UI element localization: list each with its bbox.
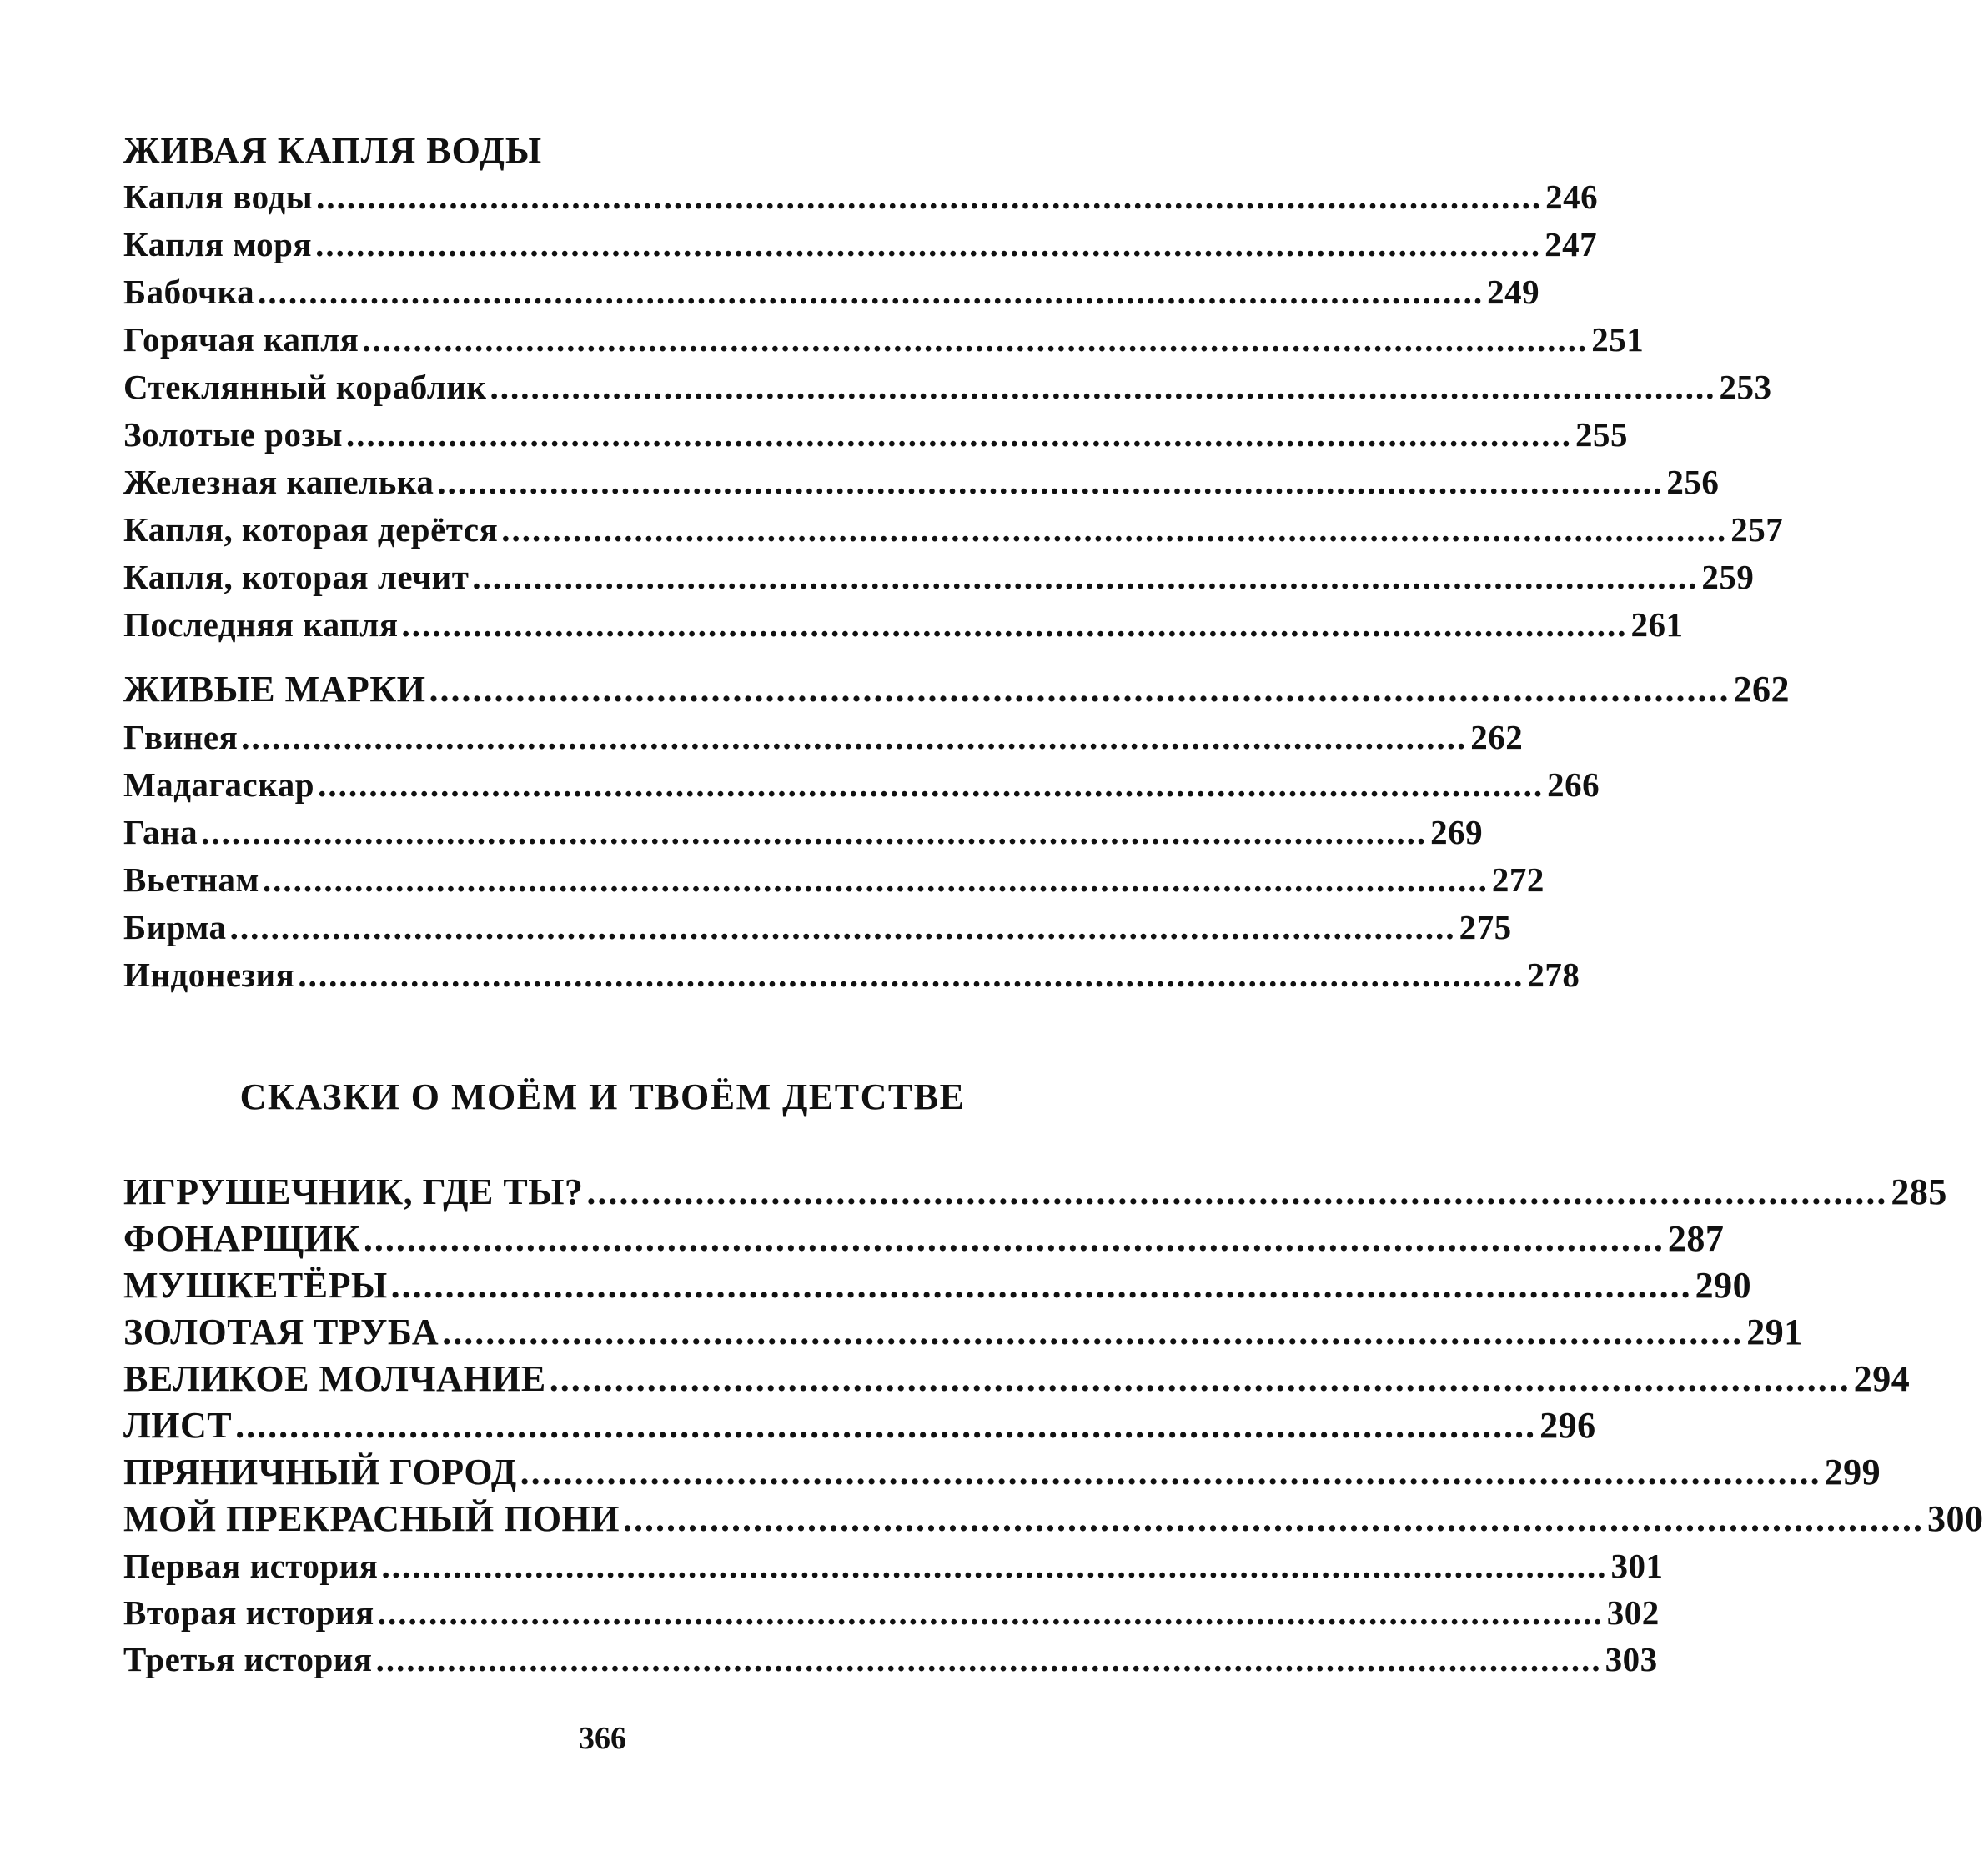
toc-entry <box>123 1216 1725 1262</box>
entry-title: Первая история <box>123 1547 379 1585</box>
entry-page: 253 <box>1719 368 1772 406</box>
dot-leader: ........................................................................................................................ <box>229 908 1456 946</box>
entry-page: 247 <box>1545 225 1598 263</box>
toc-entry <box>123 411 1628 458</box>
entry-page: 291 <box>1746 1312 1803 1352</box>
toc-entry <box>123 1309 1803 1356</box>
entry-title: Вторая история <box>123 1593 374 1632</box>
toc-entry <box>123 173 1599 220</box>
entry-title: Индонезия <box>123 956 295 994</box>
entry-title: Третья история <box>123 1640 373 1678</box>
toc-entry <box>123 316 1645 363</box>
dot-leader: ........................................................................................................................ <box>235 1405 1537 1446</box>
toc-entry <box>123 1262 1752 1309</box>
toc-entry <box>123 1496 1984 1542</box>
entry-page: 275 <box>1459 908 1512 946</box>
entry-title: ЖИВЫЕ МАРКИ <box>123 669 426 710</box>
entry-title: Последняя капля <box>123 605 399 644</box>
entry-title: Вьетнам <box>123 860 259 899</box>
toc-entry <box>123 601 1684 648</box>
entry-page: 303 <box>1605 1640 1658 1678</box>
toc-entry <box>123 1636 1658 1683</box>
toc-entry <box>123 951 1580 998</box>
entry-page: 262 <box>1733 669 1790 710</box>
entry-page: 290 <box>1695 1265 1752 1306</box>
toc-entry <box>123 1402 1596 1449</box>
entry-page: 251 <box>1591 320 1645 359</box>
entry-page: 300 <box>1927 1498 1984 1539</box>
entry-title: Мадагаскар <box>123 765 315 804</box>
toc-entry <box>123 221 1598 268</box>
entry-page: 278 <box>1527 956 1580 994</box>
entry-title: ЗОЛОТАЯ ТРУБА <box>123 1312 439 1352</box>
dot-leader: ........................................................................................................................ <box>520 1452 1821 1492</box>
dot-leader: ........................................................................................................................ <box>472 558 1699 596</box>
entry-title: Стеклянный кораблик <box>123 368 487 406</box>
entry-page: 302 <box>1606 1593 1660 1632</box>
entry-page: 266 <box>1547 765 1600 804</box>
entry-title: Гвинея <box>123 718 239 756</box>
dot-leader: ........................................................................................................................ <box>298 956 1524 994</box>
section-heading: ЖИВАЯ КАПЛЯ ВОДЫ <box>123 130 543 171</box>
entry-title: Горячая капля <box>123 320 359 359</box>
dot-leader: ........................................................................................................................ <box>262 860 1489 899</box>
entry-title: ФОНАРЩИК <box>123 1218 360 1259</box>
entry-page: 255 <box>1575 415 1628 454</box>
dot-leader: ........................................................................................................................ <box>401 605 1628 644</box>
entry-title: Бабочка <box>123 273 255 311</box>
entry-page: 257 <box>1730 510 1784 549</box>
entry-title: Гана <box>123 813 198 851</box>
entry-title: Капля моря <box>123 225 313 263</box>
dot-leader: ........................................................................................................................ <box>375 1640 1602 1678</box>
dot-leader: ........................................................................................................................ <box>241 718 1468 756</box>
toc-entry <box>123 1589 1660 1636</box>
entry-page: 249 <box>1487 273 1540 311</box>
toc-entry <box>123 856 1545 903</box>
entry-title: Капля, которая лечит <box>123 558 470 596</box>
dot-leader: ........................................................................................................................ <box>390 1265 1692 1306</box>
section-heading-entry <box>123 666 1790 713</box>
part-title: СКАЗКИ О МОЁМ И ТВОЁМ ДЕТСТВЕ <box>239 1076 966 1117</box>
entry-title: ИГРУШЕЧНИК, ГДЕ ТЫ? <box>123 1171 584 1212</box>
toc-entry <box>123 809 1484 855</box>
entry-page: 287 <box>1667 1218 1725 1259</box>
dot-leader: ........................................................................................................................ <box>501 510 1728 549</box>
toc-entry <box>123 1449 1881 1496</box>
toc-entry <box>123 364 1772 410</box>
entry-title: МУШКЕТЁРЫ <box>123 1265 388 1306</box>
toc-entry <box>123 1542 1664 1589</box>
toc-entry <box>123 459 1720 505</box>
dot-leader: ........................................................................................................................ <box>362 320 1589 359</box>
toc-entry <box>123 761 1600 808</box>
dot-leader: ........................................................................................................................ <box>586 1171 1888 1212</box>
dot-leader: ........................................................................................................................ <box>377 1593 1604 1632</box>
dot-leader: ........................................................................................................................ <box>258 273 1484 311</box>
entry-page: 299 <box>1824 1452 1881 1492</box>
toc-entry <box>123 1356 1911 1402</box>
toc-entry <box>123 506 1784 553</box>
toc-entry <box>123 714 1524 760</box>
dot-leader: ........................................................................................................................ <box>318 765 1545 804</box>
dot-leader: ........................................................................................................................ <box>316 178 1543 216</box>
entry-page: 285 <box>1891 1171 1947 1212</box>
page-number: 366 <box>579 1721 626 1756</box>
entry-title: ЛИСТ <box>123 1405 233 1446</box>
dot-leader: ........................................................................................................................ <box>549 1358 1851 1399</box>
entry-title: ВЕЛИКОЕ МОЛЧАНИЕ <box>123 1358 546 1399</box>
toc-entry <box>123 904 1512 951</box>
dot-leader: ........................................................................................................................ <box>381 1547 1608 1585</box>
dot-leader: ........................................................................................................................ <box>429 669 1730 710</box>
toc-entry <box>123 1169 1947 1216</box>
entry-title: МОЙ ПРЕКРАСНЫЙ ПОНИ <box>123 1498 620 1539</box>
entry-title: Капля, которая дерётся <box>123 510 499 549</box>
entry-title: Бирма <box>123 908 227 946</box>
dot-leader: ........................................................................................................................ <box>623 1498 1924 1539</box>
entry-page: 256 <box>1666 463 1720 501</box>
entry-title: Золотые розы <box>123 415 343 454</box>
dot-leader: ........................................................................................................................ <box>345 415 1572 454</box>
entry-page: 296 <box>1539 1405 1596 1446</box>
entry-title: ПРЯНИЧНЫЙ ГОРОД <box>123 1452 517 1492</box>
toc-entry <box>123 554 1755 600</box>
entry-page: 259 <box>1701 558 1755 596</box>
entry-page: 301 <box>1610 1547 1664 1585</box>
entry-title: Капля воды <box>123 178 314 216</box>
dot-leader: ........................................................................................................................ <box>315 225 1542 263</box>
dot-leader: ........................................................................................................................ <box>437 463 1664 501</box>
entry-title: Железная капелька <box>123 463 434 501</box>
entry-page: 261 <box>1630 605 1684 644</box>
entry-page: 262 <box>1470 718 1524 756</box>
entry-page: 272 <box>1491 860 1545 899</box>
entry-page: 269 <box>1430 813 1484 851</box>
dot-leader: ........................................................................................................................ <box>442 1312 1744 1352</box>
dot-leader: ........................................................................................................................ <box>490 368 1716 406</box>
entry-page: 246 <box>1545 178 1599 216</box>
toc-entry <box>123 268 1540 315</box>
entry-page: 294 <box>1853 1358 1911 1399</box>
dot-leader: ........................................................................................................................ <box>201 813 1428 851</box>
dot-leader: ........................................................................................................................ <box>363 1218 1665 1259</box>
